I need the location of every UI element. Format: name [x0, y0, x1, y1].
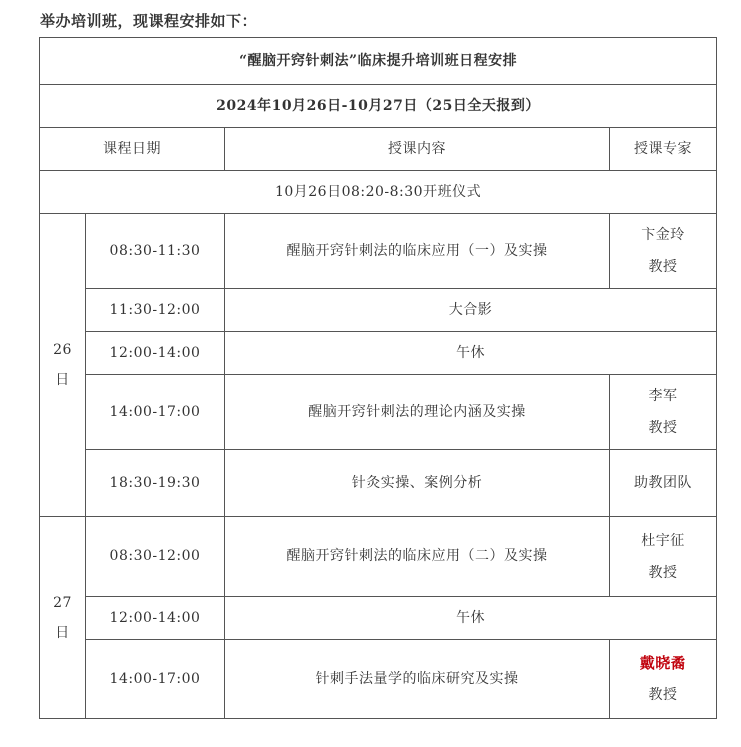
table-row — [40, 517, 717, 597]
expert-cell: 助教团队 — [610, 450, 717, 517]
expert-title: 教授 — [648, 259, 678, 275]
expert-title: 教授 — [648, 687, 678, 703]
expert-title: 教授 — [648, 564, 678, 581]
intro-text: 举办培训班，现课程安排如下： — [40, 12, 258, 30]
content-cell: 午休 — [225, 332, 717, 375]
content-cell: 醒脑开窍针刺法的临床应用（一）及实操 — [225, 214, 610, 289]
content-cell: 醒脑开窍针刺法的理论内涵及实操 — [225, 375, 610, 450]
time-cell: 12:00-14:00 — [86, 332, 225, 375]
header-row — [40, 128, 717, 171]
day-unit: 日 — [55, 624, 70, 641]
day-unit: 日 — [55, 372, 70, 388]
time-cell: 08:30-11:30 — [86, 214, 225, 289]
expert-name: 卞金玲 — [641, 227, 685, 243]
table-row — [40, 214, 717, 289]
table-row — [40, 597, 717, 640]
time-cell: 11:30-12:00 — [86, 289, 225, 332]
time-cell: 18:30-19:30 — [86, 450, 225, 517]
schedule-table — [39, 37, 717, 719]
day-number: 26 — [53, 342, 72, 358]
expert-cell — [610, 375, 717, 450]
content-cell: 针刺手法量学的临床研究及实操 — [225, 640, 610, 719]
expert-cell — [610, 517, 717, 597]
content-cell: 醒脑开窍针刺法的临床应用（二）及实操 — [225, 517, 610, 597]
day-number: 27 — [53, 594, 72, 611]
table-row — [40, 332, 717, 375]
opening-ceremony: 10月26日08:20-8:30开班仪式 — [40, 171, 717, 214]
table-row — [40, 289, 717, 332]
content-cell: 午休 — [225, 597, 717, 640]
content-cell: 针灸实操、案例分析 — [225, 450, 610, 517]
day-cell-27 — [40, 517, 86, 719]
table-row — [40, 375, 717, 450]
time-cell: 14:00-17:00 — [86, 375, 225, 450]
content-cell: 大合影 — [225, 289, 717, 332]
header-content: 授课内容 — [225, 128, 610, 171]
expert-name: 杜宇征 — [641, 532, 685, 549]
time-cell: 08:30-12:00 — [86, 517, 225, 597]
expert-name: 李军 — [648, 388, 678, 404]
table-row — [40, 640, 717, 719]
time-cell: 14:00-17:00 — [86, 640, 225, 719]
table-title: “醒脑开窍针刺法”临床提升培训班日程安排 — [40, 38, 717, 85]
table-row — [40, 450, 717, 517]
day-cell-26 — [40, 214, 86, 517]
table-dates: 2024年10月26日-10月27日（25日全天报到） — [40, 85, 717, 128]
header-expert: 授课专家 — [610, 128, 717, 171]
time-cell: 12:00-14:00 — [86, 597, 225, 640]
header-date: 课程日期 — [40, 128, 225, 171]
expert-name-highlighted: 戴晓矞 — [639, 654, 687, 672]
expert-title: 教授 — [648, 420, 678, 436]
expert-cell — [610, 640, 717, 719]
expert-cell — [610, 214, 717, 289]
